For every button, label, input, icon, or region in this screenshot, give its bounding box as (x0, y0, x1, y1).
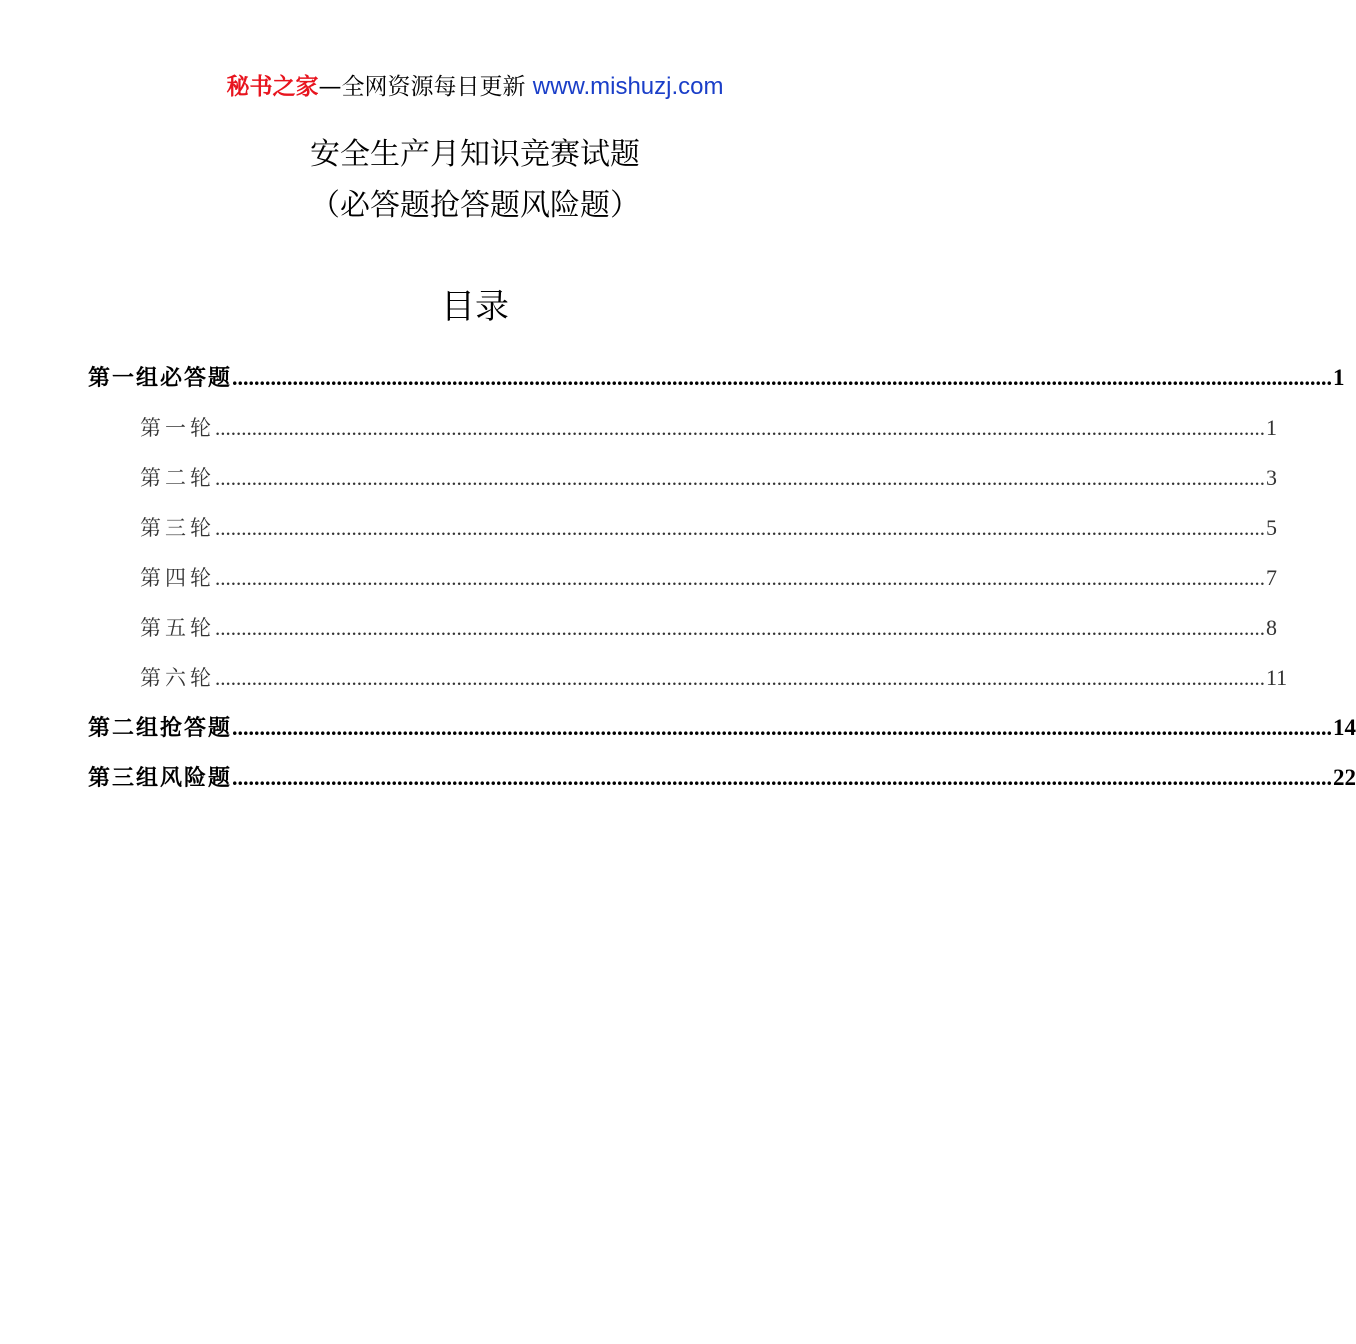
toc-entry-label: 第一轮 (140, 416, 215, 440)
toc-dot-leader: ........................................................................................................................................................................................................ (215, 466, 1265, 490)
toc-entry-round-1[interactable] (88, 406, 1277, 456)
toc-entry-page: 1 (1333, 365, 1345, 390)
document-title: 安全生产月知识竞赛试题 (310, 137, 640, 172)
site-header (0, 70, 950, 104)
toc-entry-page: 7 (1266, 565, 1277, 590)
toc-entry-round-3[interactable] (88, 506, 1277, 556)
brand-name: 秘书之家 (226, 74, 319, 100)
toc-dot-leader: ........................................................................................................................................................................................................ (232, 365, 1333, 390)
toc-entry-label: 第四轮 (140, 566, 215, 590)
toc-entry-group-2[interactable] (88, 706, 1356, 756)
toc-dot-leader: ........................................................................................................................................................................................................ (215, 416, 1265, 440)
toc-dot-leader: ........................................................................................................................................................................................................ (232, 765, 1333, 790)
toc-entry-page: 8 (1266, 615, 1277, 640)
toc-entry-round-6[interactable] (88, 656, 1288, 706)
toc-entry-group-3[interactable] (88, 756, 1356, 806)
toc-entry-page: 22 (1333, 765, 1356, 790)
toc-entry-round-5[interactable] (88, 606, 1277, 656)
toc-entry-page: 11 (1266, 665, 1288, 690)
toc-entry-page: 3 (1266, 465, 1277, 490)
toc-dot-leader: ........................................................................................................................................................................................................ (215, 666, 1265, 690)
toc-entry-label: 第二轮 (140, 466, 215, 490)
toc-entry-page: 14 (1333, 715, 1356, 740)
toc-entry-label: 第二组抢答题 (88, 715, 233, 741)
toc-dot-leader: ........................................................................................................................................................................................................ (215, 516, 1265, 540)
toc-entry-group-1[interactable] (88, 356, 1345, 406)
toc-entry-label: 第五轮 (140, 616, 215, 640)
toc-entry-label: 第六轮 (140, 666, 215, 690)
toc-entry-page: 1 (1266, 415, 1277, 440)
toc-dot-leader: ........................................................................................................................................................................................................ (215, 566, 1265, 590)
toc-dot-leader: ........................................................................................................................................................................................................ (232, 715, 1333, 740)
table-of-contents (88, 356, 1356, 806)
site-url-link[interactable]: www.mishuzj.com (532, 73, 724, 100)
toc-dot-leader: ........................................................................................................................................................................................................ (215, 616, 1265, 640)
toc-entry-label: 第三轮 (140, 516, 215, 540)
toc-heading: 目录 (441, 287, 509, 327)
toc-entry-round-4[interactable] (88, 556, 1277, 606)
toc-entry-label: 第三组风险题 (88, 765, 233, 791)
document-subtitle: （必答题抢答题风险题） (310, 188, 640, 223)
toc-entry-round-2[interactable] (88, 456, 1277, 506)
header-tagline: —全网资源每日更新 (318, 74, 526, 100)
toc-entry-page: 5 (1266, 515, 1277, 540)
toc-entry-label: 第一组必答题 (88, 365, 233, 391)
